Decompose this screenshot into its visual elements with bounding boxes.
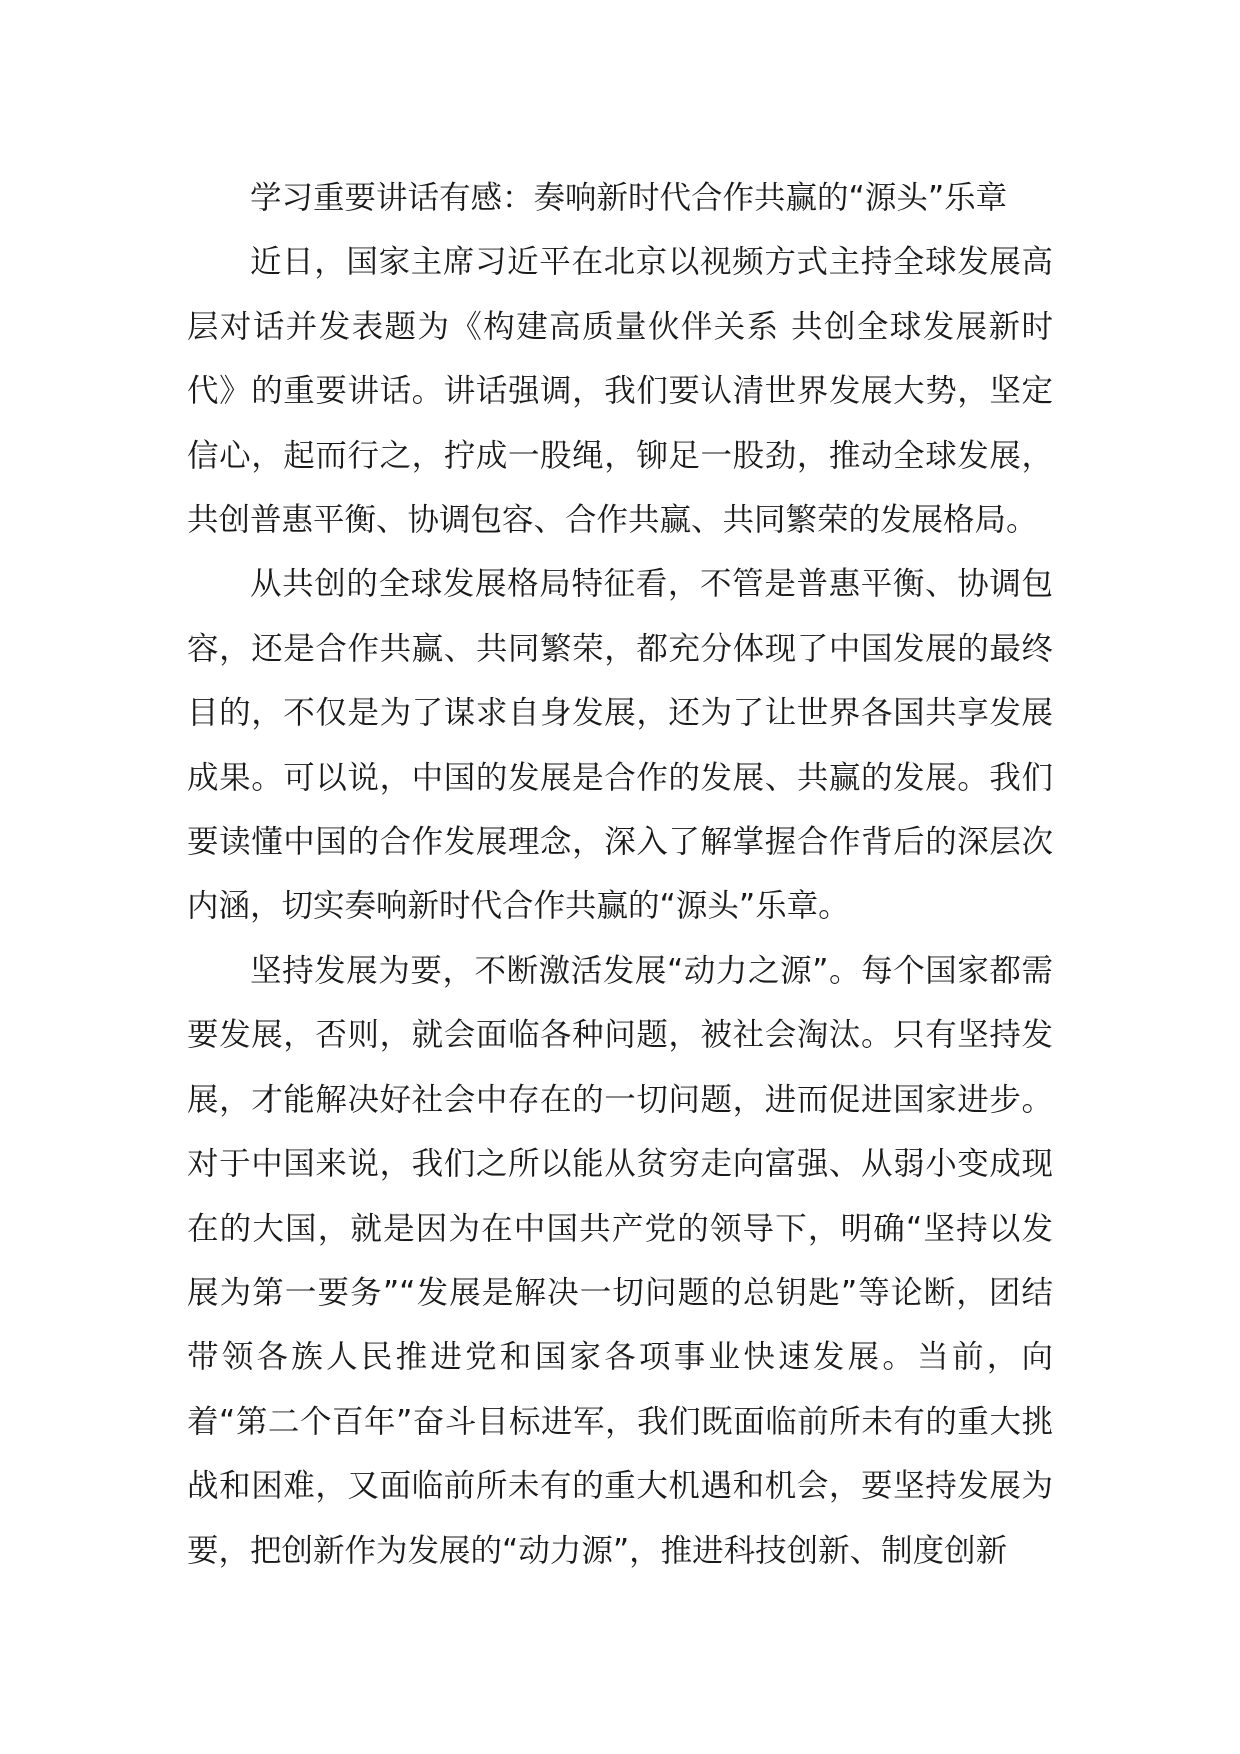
document-title: 学习重要讲话有感：奏响新时代合作共赢的“源头”乐章 [250,180,1008,216]
paragraph-1: 近日，国家主席习近平在北京以视频方式主持全球发展高层对话并发表题为《构建高质量伙伴关系 共创全球发展新时代》的重要讲话。讲话强调，我们要认清世界发展大势，坚定信心，起而行之，拧成一股绳，铆足一股劲，推动全球发展，共创普惠平衡、协调包容、合作共赢、共同繁荣的发展格局。 [187,244,1053,539]
document-body [187,166,1053,1583]
paragraph-2: 从共创的全球发展格局特征看，不管是普惠平衡、协调包容，还是合作共赢、共同繁荣，都充分体现了中国发展的最终目的，不仅是为了谋求自身发展，还为了让世界各国共享发展成果。可以说，中国的发展是合作的发展、共赢的发展。我们要读懂中国的合作发展理念，深入了解掌握合作背后的深层次内涵，切实奏响新时代合作共赢的“源头”乐章。 [187,566,1053,925]
paragraph-3: 坚持发展为要，不断激活发展“动力之源”。每个国家都需要发展，否则，就会面临各种问题，被社会淘汰。只有坚持发展，才能解决好社会中存在的一切问题，进而促进国家进步。对于中国来说，我们之所以能从贫穷走向富强、从弱小变成现在的大国，就是因为在中国共产党的领导下，明确“坚持以发展为第一要务”“发展是解决一切问题的总钥匙”等论断，团结带领各族人民推进党和国家各项事业快速发展。当前，向着“第二个百年”奋斗目标进军，我们既面临前所未有的重大挑战和困难，又面临前所未有的重大机遇和机会，要坚持发展为要，把创新作为发展的“动力源”，推进科技创新、制度创新 [187,952,1053,1569]
